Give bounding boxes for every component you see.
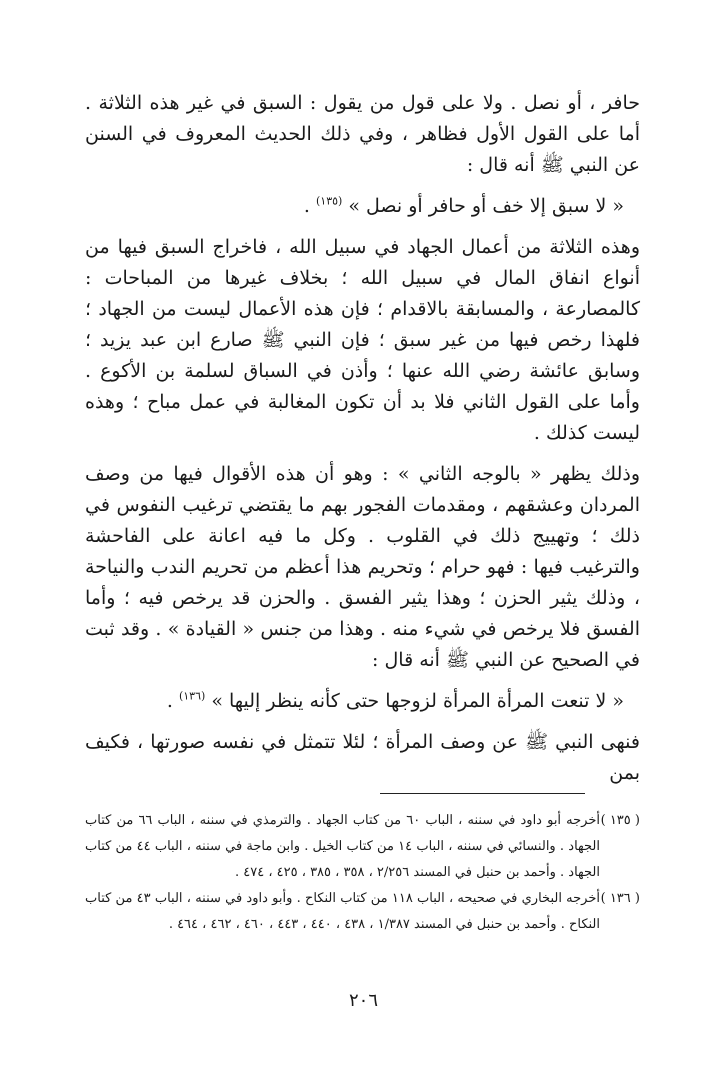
footnote-ref-136[interactable]: (١٣٦) [178,689,206,703]
hadith-quote-2: « لا تنعت المرأة المرأة لزوجها حتى كأنه ينظر إليها » $^{(١٣٦)}$ . [166,689,624,712]
hadith-quote-1: « لا سبق إلا خف أو حافر أو نصل » $^{(١٣٥)}$ . [303,194,624,217]
footnote-divider [380,793,585,794]
paragraph-4: فنهى النبي ﷺ عن وصف المرأة ؛ لئلا تتمثل في نفسه صورتها ، فكيف بمن [85,731,640,784]
footnote-ref-135[interactable]: (١٣٥) [315,194,343,208]
main-text [85,88,640,789]
paragraph-1: حافر ، أو نصل . ولا على قول من يقول : السبق في غير هذه الثلاثة . أما على القول الأول فظاهر ، وفي ذلك الحديث المعروف في السنن عن النبي ﷺ أنه قال : [85,92,640,176]
footnote-text: أخرجه أبو داود في سننه ، الباب ٦٠ من كتاب الجهاد . والترمذي في سننه ، الباب ٦٦ من كتاب الجهاد . والنسائي في سننه ، الباب ١٤ من كتاب الخيل . وابن ماجة في سننه ، الباب ٤٤ من كتاب الجهاد . وأحمد بن حنبل في المسند ٢/٢٥٦ ، ٣٥٨ ، ٣٨٥ ، ٤٢٥ ، ٤٧٤ . [85,813,601,880]
paragraph-3: وذلك يظهر « بالوجه الثاني » : وهو أن هذه الأقوال فيها من وصف المردان وعشقهم ، ومقدمات الفجور بهم ما يقتضي ترغيب النفوس في ذلك ؛ وتهييج ذلك في القلوب . وكل ما فيه اعانة على الفاحشة والترغيب فيها : فهو حرام ؛ وتحريم هذا أعظم من تحريم الندب والنياحة ، وذلك يثير الحزن ؛ وهذا يثير الفسق . والحزن قد يرخص فيه ؛ وأما الفسق فلا يرخص في شيء منه . وهذا من جنس « القيادة » . وقد ثبت في الصحيح عن النبي ﷺ أنه قال : [85,463,640,671]
footnote-number: ( ١٣٥ ) [600,813,640,828]
footnotes-section [85,808,640,938]
page-number: ٢٠٦ [348,990,378,1011]
hadith-quote-2-text: « لا تنعت المرأة المرأة لزوجها حتى كأنه ينظر إليها » [211,690,624,712]
paragraph-2: وهذه الثلاثة من أعمال الجهاد في سبيل الله ، فاخراج السبق فيها من أنواع انفاق المال في سبيل الله ؛ بخلاف غيرها من المباحات : كالمصارعة ، والمسابقة بالاقدام ؛ فإن هذه الأعمال ليست من الجهاد ؛ فلهذا رخص فيها من غير سبق ؛ فإن النبي ﷺ صارع ابن عبد يزيد ؛ وسابق عائشة رضي الله عنها ؛ وأذن في السباق لسلمة بن الأكوع . وأما على القول الثاني فلا بد أن تكون المغالبة في عمل مباح ؛ وهذه ليست كذلك . [85,236,640,444]
footnote-text: أخرجه البخاري في صحيحه ، الباب ١١٨ من كتاب النكاح . وأبو داود في سننه ، الباب ٤٣ من كتاب النكاح . وأحمد بن حنبل في المسند ١/٣٨٧ ، ٤٣٨ ، ٤٤٠ ، ٤٤٣ ، ٤٦٠ ، ٤٦٢ ، ٤٦٤ . [85,891,600,932]
hadith-quote-1-text: « لا سبق إلا خف أو حافر أو نصل » [348,195,624,217]
footnote-number: ( ١٣٦ ) [600,891,640,906]
footnote-136 [85,886,640,938]
footnote-135 [85,808,640,886]
